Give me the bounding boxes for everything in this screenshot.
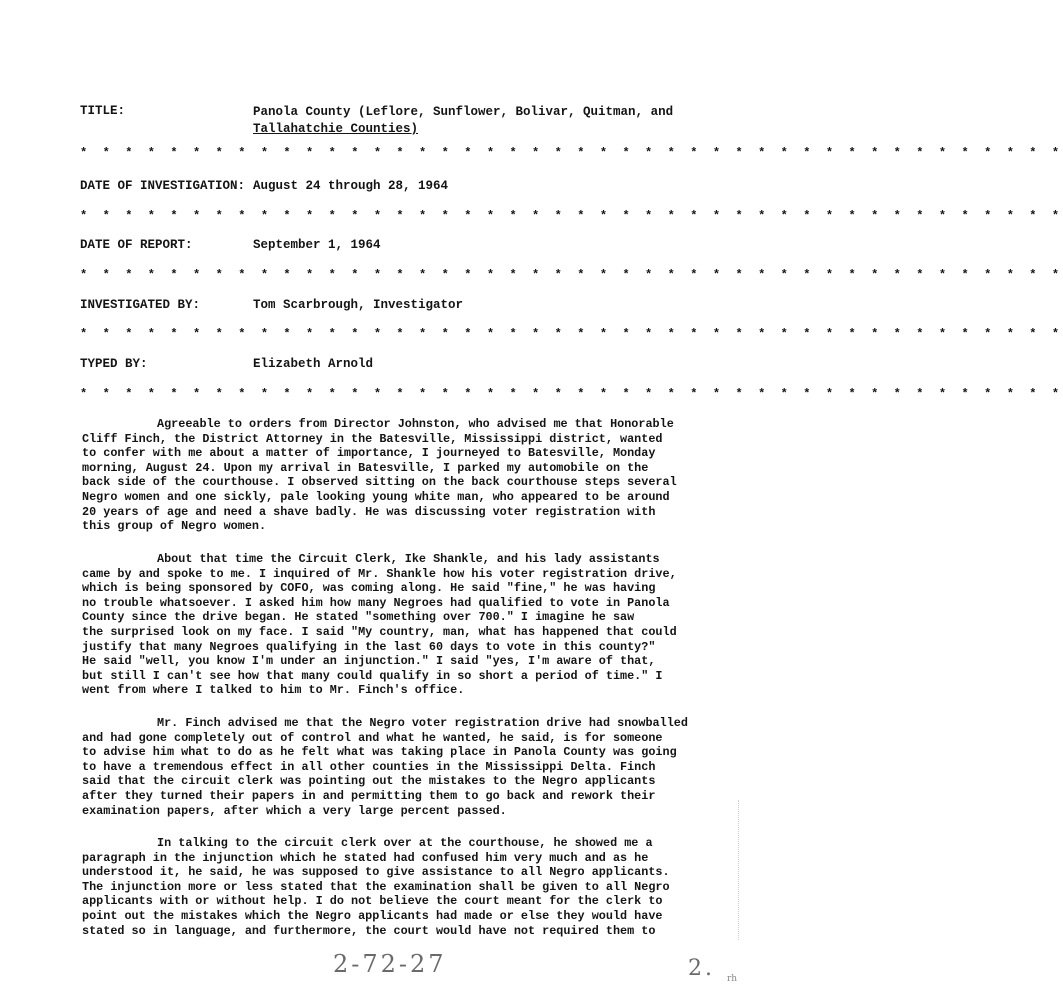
separator-1: * * * * * * * * * * * * * * * * * * * * * * * * * * * * * * * * * * * * * * * * * * * * xyxy=(80,146,1063,160)
paragraph-line: to have a tremendous effect in all other counties in the Mississippi Delta. Finch xyxy=(82,759,656,774)
title-label: TITLE: xyxy=(80,104,126,118)
paragraph-line: 20 years of age and need a shave badly. He was discussing voter registration with xyxy=(82,504,656,519)
title-value-line2: Tallahatchie Counties) xyxy=(253,122,419,136)
margin-mark xyxy=(738,800,740,940)
body-paragraph xyxy=(82,836,722,938)
paragraph-line: came by and spoke to me. I inquired of Mr. Shankle how his voter registration drive, xyxy=(82,566,677,581)
title-value xyxy=(253,104,673,138)
body-paragraph xyxy=(82,716,722,818)
paragraph-line: went from where I talked to him to Mr. Finch's office. xyxy=(82,683,465,698)
paragraph-line: said that the circuit clerk was pointing out the mistakes to the Negro applicants xyxy=(82,774,656,789)
paragraph-line: County since the drive began. He stated "something over 700." I imagine he saw xyxy=(82,610,635,625)
paragraph-line: justify that many Negroes qualifying in the last 60 days to vote in this county?" xyxy=(82,639,656,654)
paragraph-line: and had gone completely out of control and what he wanted, he said, is for someone xyxy=(82,730,663,745)
paragraph-line: Mr. Finch advised me that the Negro voter registration drive had snowballed xyxy=(157,716,688,730)
paragraph-line: Agreeable to orders from Director Johnston, who advised me that Honorable xyxy=(157,417,674,431)
investigated-by-label: INVESTIGATED BY: xyxy=(80,298,201,312)
paragraph-line: examination papers, after which a very large percent passed. xyxy=(82,803,507,818)
typed-by-value: Elizabeth Arnold xyxy=(253,357,374,371)
paragraph-line: but still I can't see how that many could qualify in so short a period of time." I xyxy=(82,668,663,683)
paragraph-line: point out the mistakes which the Negro applicants had made or else they would have xyxy=(82,908,663,923)
date-of-investigation-label: DATE OF INVESTIGATION: xyxy=(80,179,246,193)
paragraph-line: to confer with me about a matter of importance, I journeyed to Batesville, Monday xyxy=(82,446,656,461)
body-paragraph xyxy=(82,552,722,698)
paragraph-line: this group of Negro women. xyxy=(82,519,267,534)
handwritten-page-number: 2. xyxy=(688,956,715,981)
paragraph-line: after they turned their papers in and permitting them to go back and rework their xyxy=(82,788,656,803)
paragraph-line: which is being sponsored by COFO, was coming along. He said "fine," he was having xyxy=(82,581,656,596)
paragraph-line: back side of the courthouse. I observed sitting on the back courthouse steps several xyxy=(82,475,677,490)
paragraph-line: morning, August 24. Upon my arrival in Batesville, I parked my automobile on the xyxy=(82,460,649,475)
paragraph-line: Negro women and one sickly, pale looking young white man, who appeared to be around xyxy=(82,489,670,504)
handwritten-initials: rh xyxy=(727,974,738,984)
separator-2: * * * * * * * * * * * * * * * * * * * * * * * * * * * * * * * * * * * * * * * * * * * * xyxy=(80,209,1063,223)
paragraph-line: paragraph in the injunction which he stated had confused him very much and as he xyxy=(82,850,649,865)
separator-3: * * * * * * * * * * * * * * * * * * * * * * * * * * * * * * * * * * * * * * * * * * * * xyxy=(80,268,1063,282)
paragraph-line: no trouble whatsoever. I asked him how many Negroes had qualified to vote in Panola xyxy=(82,595,670,610)
handwritten-document-number: 2-72-27 xyxy=(333,950,447,978)
paragraph-line: understood it, he said, he was supposed to give assistance to all Negro applicants. xyxy=(82,865,670,880)
paragraph-line: the surprised look on my face. I said "My country, man, what has happened that could xyxy=(82,624,677,639)
paragraph-line: He said "well, you know I'm under an injunction." I said "yes, I'm aware of that, xyxy=(82,654,656,669)
paragraph-line: The injunction more or less stated that the examination shall be given to all Negro xyxy=(82,879,670,894)
paragraph-line: applicants with or without help. I do not believe the court meant for the clerk to xyxy=(82,894,663,909)
investigated-by-value: Tom Scarbrough, Investigator xyxy=(253,298,464,312)
paragraph-line: stated so in language, and furthermore, the court would have not required them to xyxy=(82,923,656,938)
paragraph-line: In talking to the circuit clerk over at the courthouse, he showed me a xyxy=(157,836,653,850)
typed-by-label: TYPED BY: xyxy=(80,357,148,371)
body-paragraph xyxy=(82,417,722,534)
date-of-report-value: September 1, 1964 xyxy=(253,238,381,252)
title-value-line1: Panola County (Leflore, Sunflower, Bolivar, Quitman, and xyxy=(253,105,674,119)
paragraph-line: to advise him what to do as he felt what was taking place in Panola County was going xyxy=(82,745,677,760)
date-of-investigation-value: August 24 through 28, 1964 xyxy=(253,179,449,193)
paragraph-line: Cliff Finch, the District Attorney in the Batesville, Mississippi district, wanted xyxy=(82,431,663,446)
separator-4: * * * * * * * * * * * * * * * * * * * * * * * * * * * * * * * * * * * * * * * * * * * * xyxy=(80,327,1063,341)
paragraph-line: About that time the Circuit Clerk, Ike Shankle, and his lady assistants xyxy=(157,552,660,566)
date-of-report-label: DATE OF REPORT: xyxy=(80,238,193,252)
separator-5: * * * * * * * * * * * * * * * * * * * * * * * * * * * * * * * * * * * * * * * * * * * * xyxy=(80,387,1063,401)
